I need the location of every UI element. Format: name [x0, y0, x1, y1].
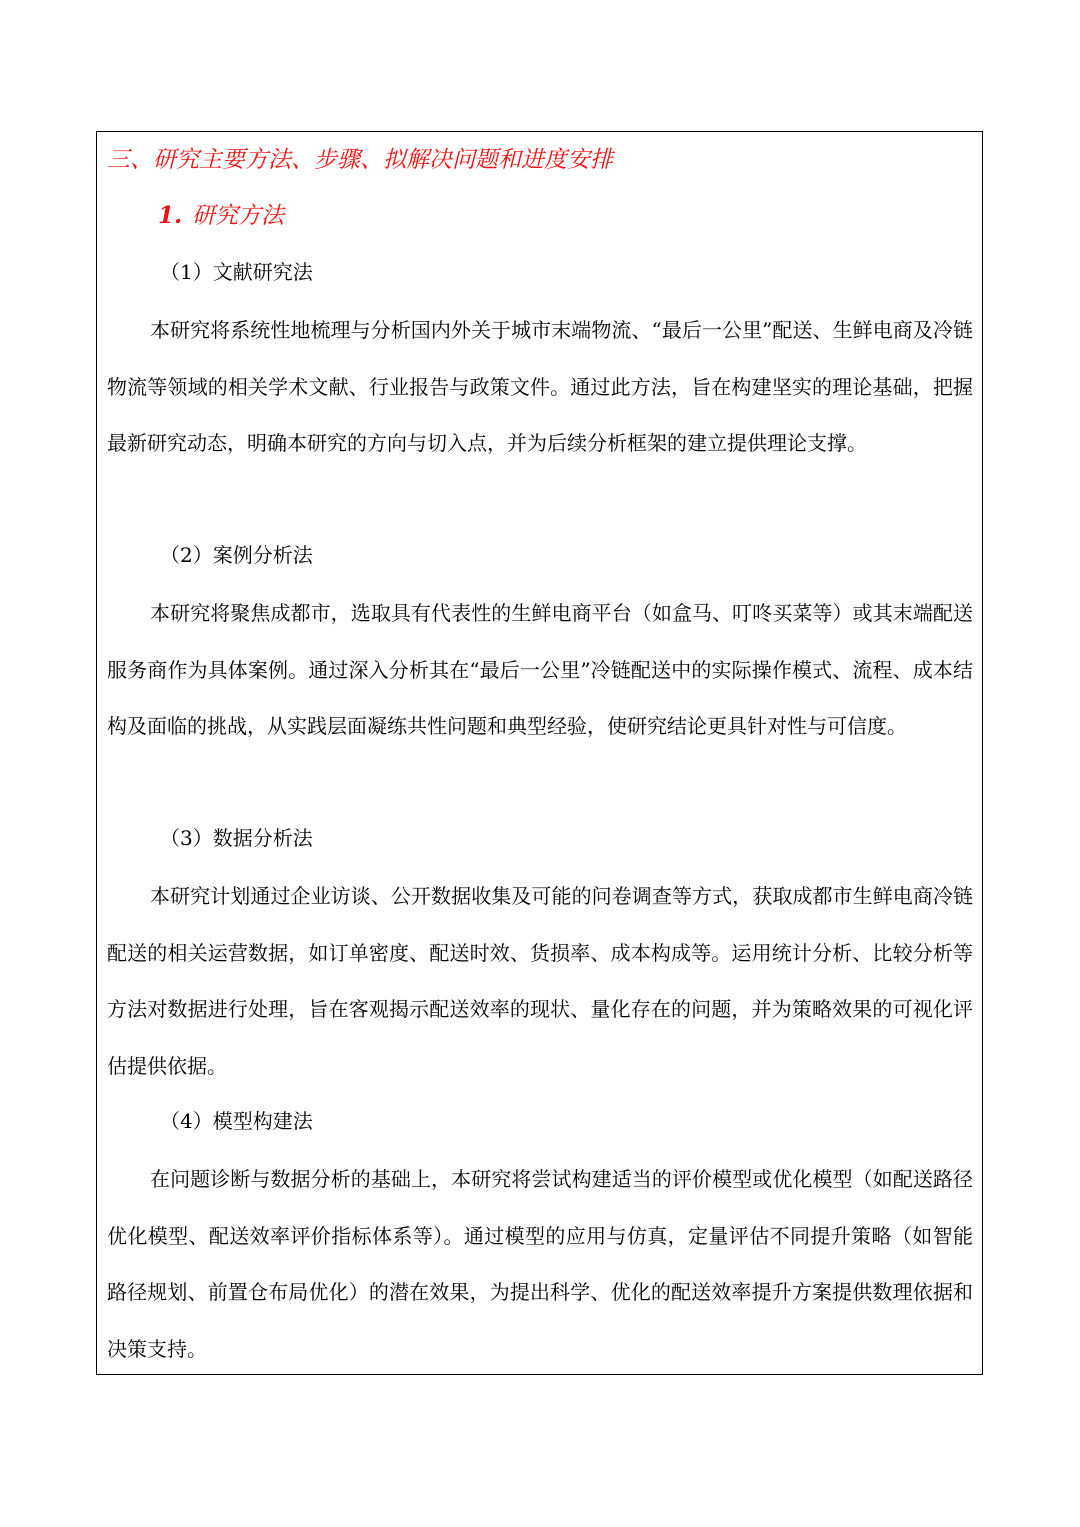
subsection-title: [158, 196, 284, 236]
section-title: 三、研究主要方法、步骤、拟解决问题和进度安排: [107, 147, 613, 173]
method-title-literature: （1）文献研究法: [160, 260, 313, 284]
method-title-model: （4）模型构建法: [160, 1109, 313, 1133]
method-body-model: 在问题诊断与数据分析的基础上，本研究将尝试构建适当的评价模型或优化模型（如配送路径优化模型、配送效率评价指标体系等）。通过模型的应用与仿真，定量评估不同提升策略（如智能路径规划、前置仓布局优化）的潜在效果，为提出科学、优化的配送效率提升方案提供数理依据和决策支持。: [107, 1167, 973, 1361]
method-title-case: （2）案例分析法: [160, 543, 313, 567]
subsection-number: 1.: [158, 202, 183, 229]
subsection-label: 研究方法: [192, 203, 285, 229]
method-body-case: 本研究将聚焦成都市，选取具有代表性的生鲜电商平台（如盒马、叮咚买菜等）或其末端配送服务商作为具体案例。通过深入分析其在“最后一公里”冷链配送中的实际操作模式、流程、成本结构及面临的挑战，从实践层面凝练共性问题和典型经验，使研究结论更具针对性与可信度。: [107, 601, 973, 738]
method-body-data: 本研究计划通过企业访谈、公开数据收集及可能的问卷调查等方式，获取成都市生鲜电商冷链配送的相关运营数据，如订单密度、配送时效、货损率、成本构成等。运用统计分析、比较分析等方法对数据进行处理，旨在客观揭示配送效率的现状、量化存在的问题，并为策略效果的可视化评估提供依据。: [107, 884, 973, 1078]
method-body-literature: 本研究将系统性地梳理与分析国内外关于城市末端物流、“最后一公里”配送、生鲜电商及冷链物流等领域的相关学术文献、行业报告与政策文件。通过此方法，旨在构建坚实的理论基础，把握最新研究动态，明确本研究的方向与切入点，并为后续分析框架的建立提供理论支撑。: [107, 318, 973, 455]
method-title-data: （3）数据分析法: [160, 826, 313, 850]
